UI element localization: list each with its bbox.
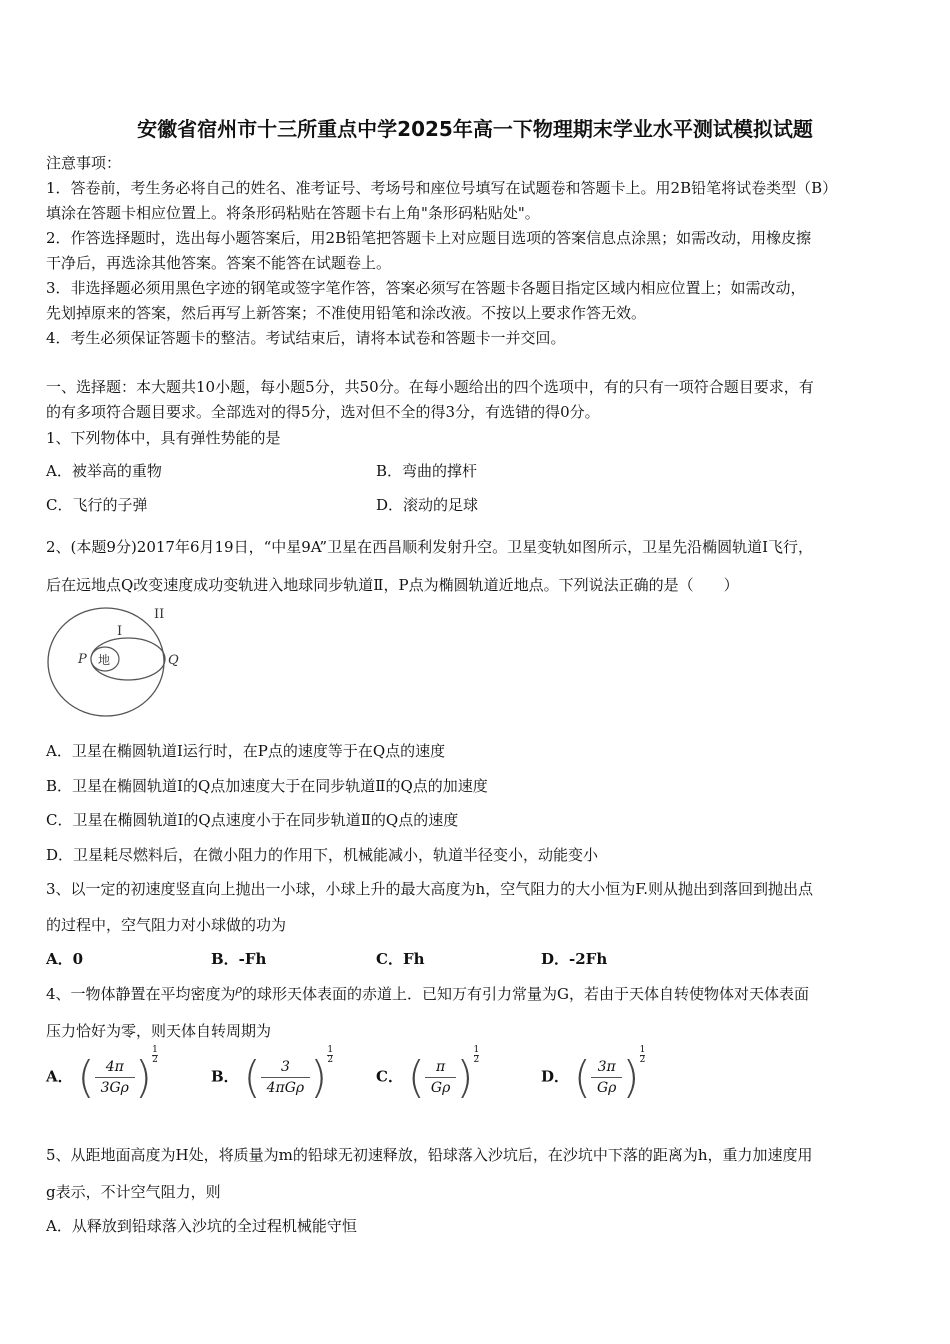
- question-2-option-c: C．卫星在椭圆轨道Ⅰ的Q点速度小于在同步轨道Ⅱ的Q点的速度: [46, 811, 459, 829]
- notice-heading: 注意事项：: [46, 154, 122, 172]
- exponent: $\frac{1}{2}$: [152, 1045, 158, 1065]
- question-3-option-b: B．-Fh: [211, 950, 267, 968]
- option-label: D．: [541, 1067, 570, 1086]
- question-2-option-b: B．卫星在椭圆轨道Ⅰ的Q点加速度大于在同步轨道Ⅱ的Q点的加速度: [46, 777, 488, 795]
- notice-item: 填涂在答题卡相应位置上。将条形码粘贴在答题卡右上角"条形码粘贴处"。: [46, 204, 540, 222]
- section-heading: 一、选择题：本大题共10小题，每小题5分，共50分。在每小题给出的四个选项中，有的只有一项符合题目要求，有: [46, 378, 814, 396]
- question-2-stem-cont: 后在远地点Q改变速度成功变轨进入地球同步轨道Ⅱ，P点为椭圆轨道近地点。下列说法正确的是（ ）: [46, 576, 739, 594]
- page-title: 安徽省宿州市十三所重点中学2025年高一下物理期末学业水平测试模拟试题: [137, 117, 813, 141]
- notice-item: 3．非选择题必须用黑色字迹的钢笔或签字笔作答，答案必须写在答题卡各题目指定区域内相应位置上；如需改动，: [46, 279, 806, 297]
- question-1-option-c: C．飞行的子弹: [46, 496, 148, 514]
- question-1-option-b: B．弯曲的撑杆: [376, 462, 478, 480]
- orbit-i-label: I: [117, 624, 123, 639]
- fraction: $\frac{3\pi}{G\rho}$: [591, 1059, 622, 1096]
- fraction: $\frac{3}{\text{4πGρ}}$: [261, 1059, 311, 1096]
- question-2-option-a: A．卫星在椭圆轨道Ⅰ运行时，在P点的速度等于在Q点的速度: [46, 742, 446, 760]
- fraction: $\frac{4\pi}{3G\rho}$: [95, 1059, 135, 1096]
- notice-item: 先划掉原来的答案，然后再写上新答案；不准使用铅笔和涂改液。不按以上要求作答无效。: [46, 304, 647, 322]
- question-1-option-a: A．被举高的重物: [46, 462, 162, 480]
- rho-symbol: ρ: [235, 983, 243, 996]
- question-4-option-c: C． ( $\frac{\pi}{G\rho}$ ) $\frac{1}{2}$: [376, 1045, 480, 1103]
- question-1-option-d: D．滚动的足球: [376, 496, 479, 514]
- point-p-label: P: [78, 652, 87, 667]
- question-3-stem-cont: 的过程中，空气阻力对小球做的功为: [46, 916, 287, 934]
- question-3-option-c: C．Fh: [376, 950, 425, 968]
- question-4-stem: [46, 983, 809, 1004]
- notice-item: 4．考生必须保证答题卡的整洁。考试结束后，请将本试卷和答题卡一并交回。: [46, 329, 566, 347]
- notice-item: 2．作答选择题时，选出每小题答案后，用2B铅笔把答题卡上对应题目选项的答案信息点涂黑；如需改动，用橡皮擦: [46, 229, 812, 247]
- notice-item: 1．答卷前，考生务必将自己的姓名、准考证号、考场号和座位号填写在试题卷和答题卡上。用2B铅笔将试卷类型（B）: [46, 179, 838, 197]
- option-label: B．: [211, 1067, 239, 1086]
- question-4-stem-a: 4、一物体静置在平均密度为: [46, 985, 236, 1003]
- question-4-stem-b: 的球形天体表面的赤道上．已知万有引力常量为G，若由于天体自转使物体对天体表面: [242, 985, 810, 1003]
- question-4-option-a: A． ( $\frac{4\pi}{3G\rho}$ ) $\frac{1}{2}$: [46, 1045, 158, 1103]
- question-2-option-d: D．卫星耗尽燃料后，在微小阻力的作用下，机械能减小，轨道半径变小，动能变小: [46, 846, 599, 864]
- question-2-stem: 2、(本题9分)2017年6月19日，“中星9A”卫星在西昌顺利发射升空。卫星变轨如图所示，卫星先沿椭圆轨道Ⅰ飞行，: [46, 538, 814, 556]
- exponent: $\frac{1}{2}$: [639, 1045, 646, 1065]
- question-1-stem: 1、下列物体中，具有弹性势能的是: [46, 429, 281, 447]
- question-5-option-a: A．从释放到铅球落入沙坑的全过程机械能守恒: [46, 1217, 357, 1235]
- option-label: A．: [46, 1067, 73, 1086]
- point-q-label: Q: [168, 653, 179, 668]
- question-4-stem-cont: 压力恰好为零，则天体自转周期为: [46, 1022, 272, 1040]
- orbit-diagram: [44, 602, 194, 717]
- fraction: $\frac{\pi}{G\rho}$: [425, 1059, 456, 1096]
- exponent: $\frac{1}{2}$: [327, 1045, 334, 1065]
- option-label: C．: [376, 1067, 403, 1086]
- question-4-option-b: B． ( $\frac{3}{\text{4πGρ}}$ ) $\frac{1}{2}$: [211, 1045, 334, 1103]
- question-5-stem-cont: g表示，不计空气阻力，则: [46, 1183, 221, 1201]
- orbit-ii-label: II: [154, 607, 165, 622]
- exponent: $\frac{1}{2}$: [473, 1045, 480, 1065]
- question-3-option-d: D．-2Fh: [541, 950, 608, 968]
- question-3-stem: 3、以一定的初速度竖直向上抛出一小球，小球上升的最大高度为h，空气阻力的大小恒为F.则从抛出到落回到抛出点: [46, 880, 814, 898]
- question-5-stem: 5、从距地面高度为H处，将质量为m的铅球无初速释放，铅球落入沙坑后，在沙坑中下落的距离为h，重力加速度用: [46, 1146, 813, 1164]
- notice-item: 干净后，再选涂其他答案。答案不能答在试题卷上。: [46, 254, 392, 272]
- earth-label: 地: [98, 653, 111, 667]
- question-4-option-d: D． ( $\frac{3\pi}{G\rho}$ ) $\frac{1}{2}$: [541, 1045, 646, 1103]
- section-heading-cont: 的有多项符合题目要求。全部选对的得5分，选对但不全的得3分，有选错的得0分。: [46, 403, 600, 421]
- question-3-option-a: A．0: [46, 950, 84, 968]
